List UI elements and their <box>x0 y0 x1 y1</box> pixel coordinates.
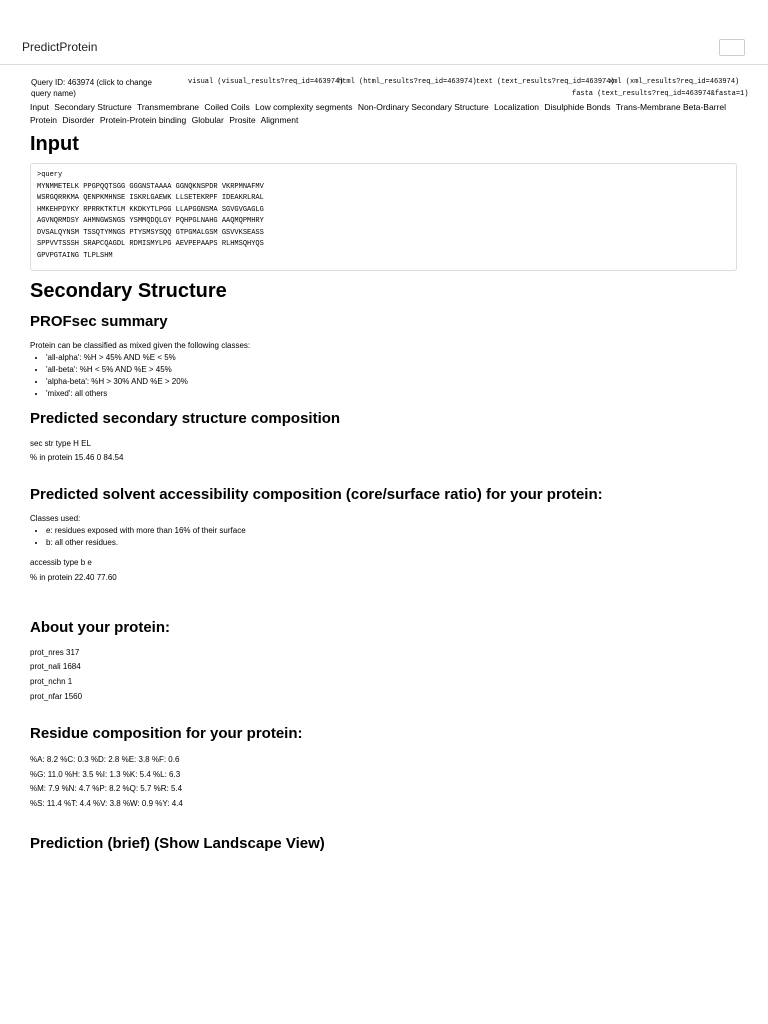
about-row: prot_nali 1684 <box>30 662 81 671</box>
profsec-heading: PROFsec summary <box>30 313 168 330</box>
seq-line: SPPVVTSSSH SRAPCQAGDL RDMISMYLPG AEVPEPAAPS RLHMSQHYQS <box>37 240 264 248</box>
acc-values: % in protein 22.40 77.60 <box>30 573 117 582</box>
seq-line: AGVNQRMDSY AHMNGWSNGS YSMMQDQLGY PQHPGLNAHG AAQMQPMHRY <box>37 217 264 225</box>
query-id-link[interactable]: Query ID: 463974 (click to change <box>31 78 152 87</box>
format-xml-link[interactable]: xml (xml_results?req_id=463974) <box>609 78 740 86</box>
seq-line: DVSALQYNSM TSSQTYMNGS PTYSMSYSQQ GTPGMALGSM GSVVKSEASS <box>37 228 264 237</box>
format-text-link[interactable]: text (text_results?req_id=463974) <box>476 78 615 86</box>
brand-link[interactable]: PredictProtein <box>22 40 98 54</box>
nav-secondary-structure[interactable]: Secondary Structure <box>54 102 132 112</box>
acc-class-item: • b: all other residues. <box>46 537 246 549</box>
nav-transmembrane[interactable]: Transmembrane <box>136 102 200 112</box>
accessibility-heading: Predicted solvent accessibility composition (core/surface ratio) for your protein: <box>30 486 603 503</box>
section-nav <box>30 101 738 127</box>
secondary-structure-heading: Secondary Structure <box>30 280 227 302</box>
class-item: • 'all-beta': %H < 5% AND %E > 45% <box>46 364 188 376</box>
about-row: prot_nfar 1560 <box>30 692 83 701</box>
seq-line: GPVPGTAING TLPLSHM <box>37 251 113 260</box>
format-html-link[interactable]: html (html_results?req_id=463974) <box>338 78 477 86</box>
input-heading: Input <box>30 133 79 155</box>
class-item: • 'all-alpha': %H > 45% AND %E < 5% <box>46 352 188 364</box>
nav-coiled-coils[interactable]: Coiled Coils <box>204 102 250 112</box>
acc-class-item: • e: residues exposed with more than 16% of their surface <box>46 525 246 537</box>
acc-header: accessib type b e <box>30 558 92 567</box>
residue-row: %G: 11.0 %H: 3.5 %I: 1.3 %K: 5.4 %L: 6.3 <box>30 770 181 779</box>
about-heading: About your protein: <box>30 619 170 636</box>
seq-line: >query <box>37 171 63 179</box>
nav-globular[interactable]: Globular <box>191 115 224 125</box>
nav-disorder[interactable]: Disorder <box>62 115 95 125</box>
top-navbar <box>0 0 768 65</box>
seq-line: WSRGQRRKMA QENPKMHNSE ISKRLGAEWK LLSETEKRPF IDEAKRLRAL <box>37 194 264 202</box>
nav-protein-binding[interactable]: Protein-Protein binding <box>99 115 187 125</box>
format-visual-link[interactable]: visual (visual_results?req_id=463974) <box>188 78 344 86</box>
residue-row: %A: 8.2 %C: 0.3 %D: 2.8 %E: 3.8 %F: 0.6 <box>30 755 180 764</box>
nav-localization[interactable]: Localization <box>494 102 539 112</box>
nav-disulphide-bonds[interactable]: Disulphide Bonds <box>544 102 611 112</box>
nav-prosite[interactable]: Prosite <box>229 115 256 125</box>
nav-alignment[interactable]: Alignment <box>260 115 299 125</box>
prediction-brief-heading[interactable]: Prediction (brief) (Show Landscape View) <box>30 835 325 852</box>
class-item: • 'mixed': all others <box>46 388 188 400</box>
class-item: • 'alpha-beta': %H > 30% AND %E > 20% <box>46 376 188 388</box>
classes-used-label: Classes used: <box>30 514 81 523</box>
about-row: prot_nchn 1 <box>30 677 73 686</box>
sequence-box <box>30 163 737 271</box>
nav-tm-beta-barrel[interactable]: Trans-Membrane Beta-Barrel Protein <box>30 102 726 125</box>
ss-comp-values: % in protein 15.46 0 84.54 <box>30 453 124 462</box>
seq-line: MYNMMETELK PPGPQQTSGG GGGNSTAAAA GGNQKNSPDR VKRPMNAFMV <box>37 182 264 191</box>
query-name-link[interactable]: query name) <box>31 89 76 98</box>
acc-class-list <box>30 525 246 549</box>
nav-input[interactable]: Input <box>30 102 49 112</box>
about-row: prot_nres 317 <box>30 648 80 657</box>
seq-line: HMKEHPDYKY RPRRKTKTLM KKDKYTLPGG LLAPGGNSMA SGVGVGAGLG <box>37 205 264 214</box>
class-list <box>30 352 188 400</box>
menu-toggle-button[interactable] <box>719 39 745 56</box>
ss-comp-header: sec str type H EL <box>30 439 91 448</box>
residue-heading: Residue composition for your protein: <box>30 725 303 742</box>
format-fasta-link[interactable]: fasta (text_results?req_id=463974&fasta=1) <box>572 90 749 98</box>
nav-low-complexity[interactable]: Low complexity segments <box>255 102 353 112</box>
classification-intro: Protein can be classified as mixed given the following classes: <box>30 341 251 350</box>
residue-row: %M: 7.9 %N: 4.7 %P: 8.2 %Q: 5.7 %R: 5.4 <box>30 784 183 793</box>
ss-composition-heading: Predicted secondary structure composition <box>30 410 341 427</box>
residue-row: %S: 11.4 %T: 4.4 %V: 3.8 %W: 0.9 %Y: 4.4 <box>30 799 183 808</box>
nav-non-ordinary-ss[interactable]: Non-Ordinary Secondary Structure <box>357 102 489 112</box>
